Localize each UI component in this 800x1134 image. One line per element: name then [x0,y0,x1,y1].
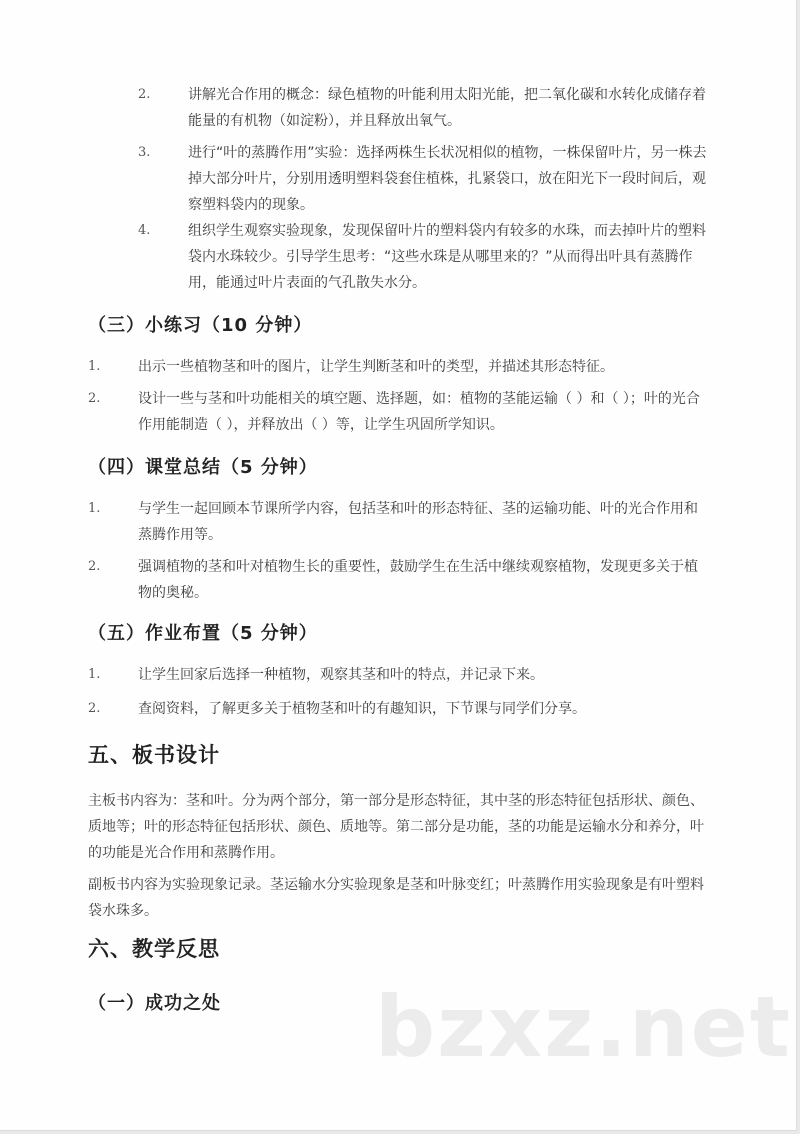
list-item [88,354,708,380]
list-number: 3. [138,145,151,160]
list-text: 进行“叶的蒸腾作用”实验：选择两株生长状况相似的植物，一株保留叶片，另一株去掉大部分叶片，分别用透明塑料袋套住植株，扎紧袋口，放在阳光下一段时间后，观察塑料袋内的现象。 [188,145,707,213]
section-heading-homework: （五）作业布置（5 分钟） [88,623,318,644]
list-text: 设计一些与茎和叶功能相关的填空题、选择题，如：植物的茎能运输（ ）和（ ）；叶的光合作用能制造（ ），并释放出（ ）等，让学生巩固所学知识。 [138,391,700,433]
list-text: 查阅资料，了解更多关于植物茎和叶的有趣知识，下节课与同学们分享。 [138,701,586,717]
list-text: 让学生回家后选择一种植物，观察其茎和叶的特点，并记录下来。 [138,667,544,683]
list-text: 组织学生观察实验现象，发现保留叶片的塑料袋内有较多的水珠，而去掉叶片的塑料袋内水珠较少。引导学生思考：“这些水珠是从哪里来的？”从而得出叶具有蒸腾作用，能通过叶片表面的气孔散失水分。 [188,223,706,291]
section-heading-summary: （四）课堂总结（5 分钟） [88,457,318,478]
list-number: 2. [88,391,101,406]
list-number: 1. [88,667,101,682]
list-item [88,554,708,606]
list-item [138,218,708,296]
list-item [138,82,708,134]
list-item [88,662,708,688]
list-item [88,696,708,722]
list-number: 4. [138,223,151,238]
chapter-heading-board-design: 五、板书设计 [88,743,220,767]
list-text: 讲解光合作用的概念：绿色植物的叶能利用太阳光能，把二氧化碳和水转化成储存着能量的有机物（如淀粉），并且释放出氧气。 [188,87,706,129]
list-item [138,140,708,218]
list-number: 2. [138,87,151,102]
list-number: 2. [88,559,101,574]
chapter-heading-reflection: 六、教学反思 [88,937,220,961]
list-text: 出示一些植物茎和叶的图片，让学生判断茎和叶的类型，并描述其形态特征。 [138,359,614,375]
list-item [88,496,708,548]
watermark: bzxz.net [375,978,792,1076]
list-item [88,386,708,438]
list-number: 2. [88,701,101,716]
list-text: 与学生一起回顾本节课所学内容，包括茎和叶的形态特征、茎的运输功能、叶的光合作用和蒸腾作用等。 [138,501,698,543]
section-heading-practice: （三）小练习（10 分钟） [88,315,313,336]
section-heading-successes: （一）成功之处 [88,993,221,1014]
list-text: 强调植物的茎和叶对植物生长的重要性，鼓励学生在生活中继续观察植物，发现更多关于植物的奥秘。 [138,559,698,601]
list-number: 1. [88,501,101,516]
board-secondary-paragraph: 副板书内容为实验现象记录。茎运输水分实验现象是茎和叶脉变红；叶蒸腾作用实验现象是有叶塑料袋水珠多。 [88,877,704,919]
list-number: 1. [88,359,101,374]
board-main-paragraph: 主板书内容为：茎和叶。分为两个部分，第一部分是形态特征，其中茎的形态特征包括形状、颜色、质地等；叶的形态特征包括形状、颜色、质地等。第二部分是功能，茎的功能是运输水分和养分，叶的功能是光合作用和蒸腾作用。 [88,793,704,861]
